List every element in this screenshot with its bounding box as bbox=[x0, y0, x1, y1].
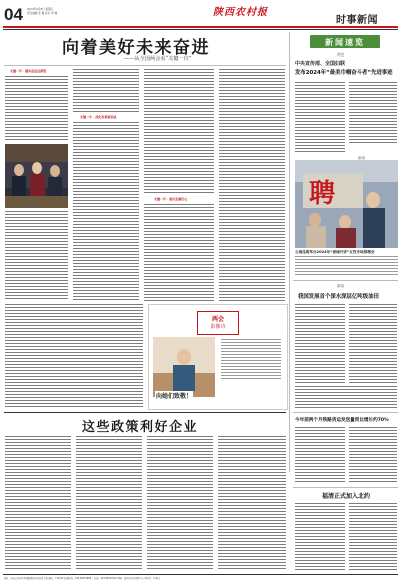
lead-subtitle: ——从全国两会看“关键一位” bbox=[124, 56, 192, 62]
footer-info: 地址：西安市经开区凤城四路陕西农村报大厦 邮编：710016 新闻热线：029-86251888 广告部：029-86252222 印刷：陕西日报社印务中心 零售价：1.00元 bbox=[4, 577, 161, 580]
lead-body-col1a bbox=[5, 76, 68, 142]
lead-headline: 向着美好未来奋进 bbox=[62, 38, 210, 57]
bottom-headline: 这些政策利好企业 bbox=[82, 419, 199, 434]
rail-headline-figure: 70% bbox=[377, 418, 389, 423]
right-bottom-rule bbox=[293, 412, 398, 413]
sidebar-tag: 两会 bbox=[337, 52, 345, 57]
sidebar-tag-2: 新闻 bbox=[358, 156, 365, 160]
rail-body-a bbox=[295, 427, 345, 483]
bottom-body-col1 bbox=[5, 436, 71, 571]
rail-headline bbox=[295, 417, 389, 423]
lead-subhead-1: 关键一年 · 踏实奋进启新程 bbox=[10, 69, 47, 73]
nato-body-a bbox=[295, 503, 345, 571]
news-brief-banner bbox=[310, 35, 380, 48]
sidebar-rule bbox=[293, 280, 398, 281]
lead-subhead-3: 关键一年 · 惠民生暖民心 bbox=[154, 197, 188, 201]
sidebar-body-a bbox=[295, 82, 345, 154]
center-heading: 向她们致敬！ bbox=[156, 393, 193, 400]
oilfield-headline: 我国发展首个深水深层亿吨级油田 bbox=[298, 294, 379, 300]
center-photo bbox=[153, 337, 215, 397]
lead-title-rule bbox=[4, 65, 286, 66]
lead-body-col1b bbox=[5, 211, 68, 301]
center-badge-line-1: 两会 bbox=[211, 316, 224, 323]
center-left-body bbox=[5, 304, 143, 408]
nato-body-b bbox=[349, 503, 397, 571]
header-rule-thin bbox=[3, 29, 398, 30]
rail-headline-text: 今年前两个月铁路货运发送量同比增长约 bbox=[295, 418, 378, 423]
oilfield-body-a bbox=[295, 304, 345, 384]
center-feature-box bbox=[148, 304, 288, 410]
oilfield-body-b bbox=[349, 304, 397, 384]
center-badge-line-2: 影像诗 bbox=[210, 324, 226, 330]
editor-line: 责任编辑 张 楠 校对 刘 楠 bbox=[27, 12, 58, 15]
center-badge bbox=[197, 311, 239, 335]
footer-rule bbox=[3, 574, 398, 575]
center-poem bbox=[221, 339, 281, 379]
lead-body-col3a bbox=[144, 69, 214, 195]
oilfield-body-c bbox=[295, 386, 397, 408]
issue-date: 2024年3月8日 星期五 bbox=[27, 8, 54, 11]
bottom-section-rule bbox=[4, 412, 286, 413]
sidebar-kicker: 中央宣传部、全国妇联 bbox=[295, 61, 346, 67]
lead-photo-delegates bbox=[5, 144, 68, 208]
lead-body-col4 bbox=[219, 69, 285, 301]
lead-body-col2a bbox=[73, 69, 139, 113]
sidebar-caption-body bbox=[295, 256, 398, 276]
bottom-body-col2 bbox=[76, 436, 142, 571]
rail-body-b bbox=[349, 427, 397, 483]
page-header bbox=[0, 0, 401, 30]
right-bottom-rule-2 bbox=[293, 487, 398, 488]
sidebar-body-b bbox=[349, 82, 397, 144]
news-brief-banner-label: 新闻速览 bbox=[325, 37, 365, 47]
sidebar-headline: 发布2024年“最美巾帼奋斗者”先进事迹 bbox=[295, 70, 393, 76]
bottom-body-col3 bbox=[147, 436, 213, 571]
lead-body-col2b bbox=[73, 122, 139, 301]
nato-headline: 福清正式加入北约 bbox=[322, 493, 371, 500]
sidebar-photo-caption: 云南昆明举办2024年“春城开讲”女性专场招聘会 bbox=[295, 250, 375, 254]
header-rule bbox=[3, 26, 398, 28]
section-title: 时事新闻 bbox=[336, 15, 378, 26]
lead-body-col3b bbox=[144, 204, 214, 301]
bottom-body-col4 bbox=[218, 436, 286, 571]
sidebar-tag-3: 新闻 bbox=[337, 284, 344, 288]
masthead-logo: 陕西农村报 bbox=[213, 7, 268, 18]
lead-subhead-2: 关键一年 · 深化改革谋发展 bbox=[80, 115, 117, 119]
svg-text:聘: 聘 bbox=[309, 179, 336, 209]
column-rule bbox=[289, 32, 290, 472]
sidebar-photo-job-fair bbox=[295, 160, 398, 248]
page-number: 04 bbox=[4, 5, 23, 24]
